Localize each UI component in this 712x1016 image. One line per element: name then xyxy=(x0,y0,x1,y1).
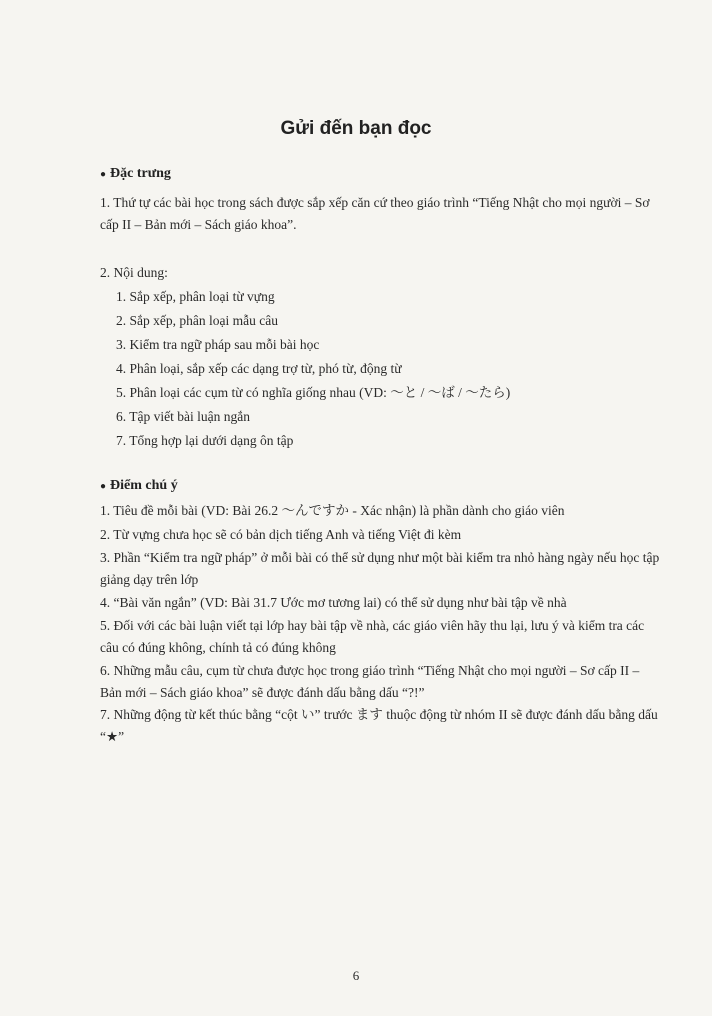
section-heading-text: Điểm chú ý xyxy=(110,478,178,493)
features-item-2: 2. Nội dung: xyxy=(100,265,168,280)
notes-item: 5. Đối với các bài luận viết tại lớp hay bài tập về nhà, các giáo viên hãy thu lại, lưu ý và kiểm tra các câu có đúng không, chính tả có đúng không xyxy=(100,618,645,655)
notes-item: 1. Tiêu đề mỗi bài (VD: Bài 26.2 ～んですか - Xác nhận) là phần dành cho giáo viên xyxy=(100,503,565,518)
page-number: 6 xyxy=(352,968,360,983)
content-subitem: 4. Phân loại, sắp xếp các dạng trợ từ, phó từ, động từ xyxy=(116,361,402,376)
page-title: Gửi đến bạn đọc xyxy=(280,118,432,139)
section-heading-features xyxy=(100,166,171,182)
features-item-1: 1. Thứ tự các bài học trong sách được sắp xếp căn cứ theo giáo trình “Tiếng Nhật cho mọi người – Sơ cấp II – Bản mới – Sách giáo khoa”. xyxy=(100,195,650,232)
notes-item: 2. Từ vựng chưa học sẽ có bản dịch tiếng Anh và tiếng Việt đi kèm xyxy=(100,527,462,542)
bullet-icon: ● xyxy=(100,481,107,492)
content-subitem: 6. Tập viết bài luận ngắn xyxy=(116,409,250,424)
notes-item: 6. Những mẫu câu, cụm từ chưa được học trong giáo trình “Tiếng Nhật cho mọi người – Sơ cấp II – Bản mới – Sách giáo khoa” sẽ được đánh dấu bằng dấu “?!” xyxy=(100,663,640,700)
notes-item: 7. Những động từ kết thúc bằng “cột い” trước ます thuộc động từ nhóm II sẽ được đánh dấu bằng dấu “★” xyxy=(100,707,658,744)
section-heading-text: Đặc trưng xyxy=(110,166,171,181)
content-subitem: 3. Kiểm tra ngữ pháp sau mỗi bài học xyxy=(116,337,320,352)
content-subitem: 5. Phân loại các cụm từ có nghĩa giống nhau (VD: ～と / ～ば / ～たら) xyxy=(116,385,511,400)
content-subitem: 7. Tổng hợp lại dưới dạng ôn tập xyxy=(116,433,294,448)
section-heading-notes xyxy=(100,478,178,494)
content-subitem: 1. Sắp xếp, phân loại từ vựng xyxy=(116,289,275,304)
notes-item: 4. “Bài văn ngắn” (VD: Bài 31.7 Ước mơ tương lai) có thể sử dụng như bài tập về nhà xyxy=(100,595,567,610)
bullet-icon: ● xyxy=(100,169,107,180)
content-subitem: 2. Sắp xếp, phân loại mẫu câu xyxy=(116,313,278,328)
notes-item: 3. Phần “Kiểm tra ngữ pháp” ở mỗi bài có thể sử dụng như một bài kiểm tra nhỏ hàng ngày nếu học tập giảng dạy trên lớp xyxy=(100,550,660,587)
